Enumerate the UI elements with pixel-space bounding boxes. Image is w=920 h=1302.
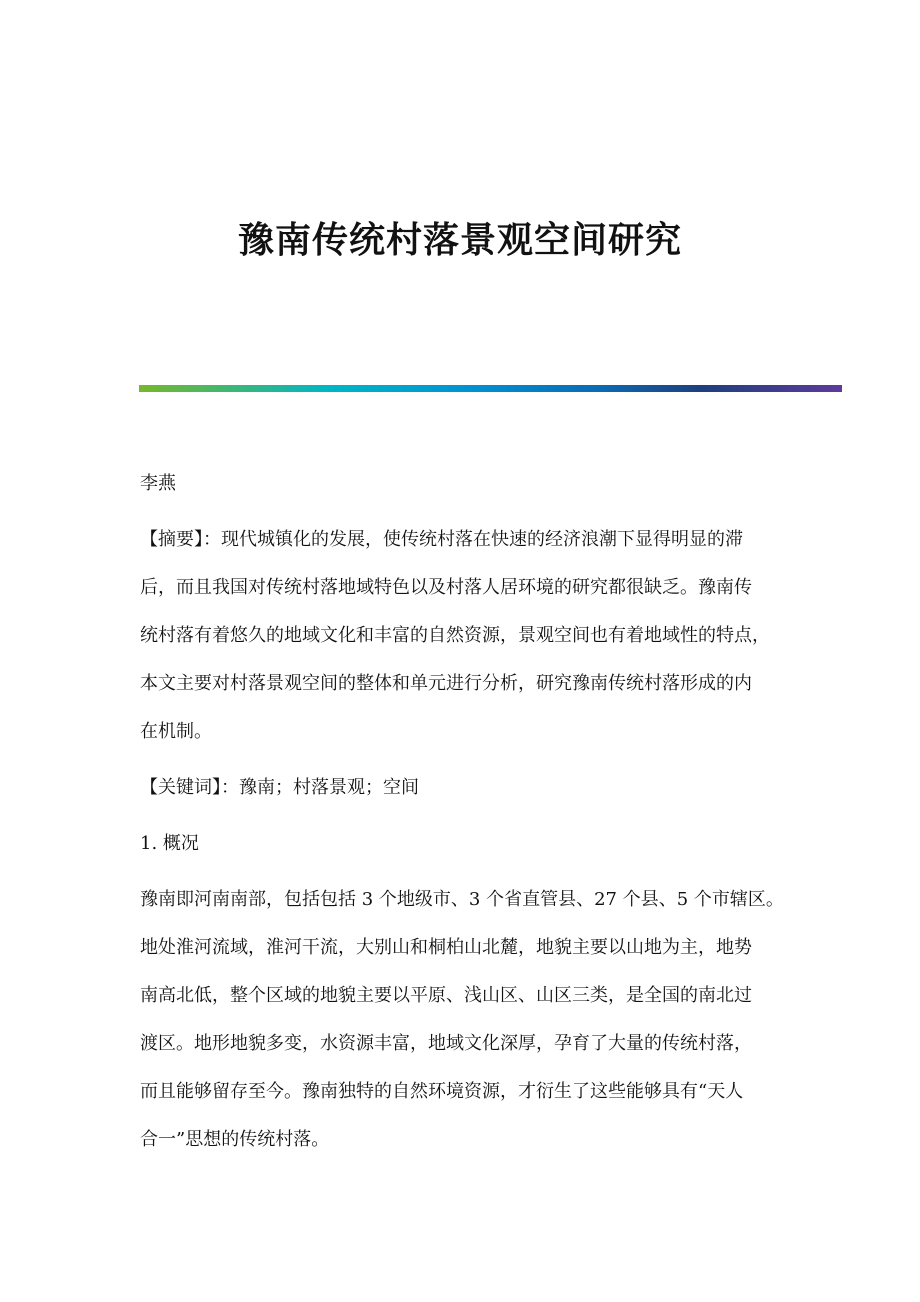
keywords: 【关键词】：豫南；村落景观；空间 [140, 777, 419, 798]
body-line: 而且能够留存至今。豫南独特的自然环境资源，才衍生了这些能够具有“天人 [140, 1081, 744, 1102]
abstract-line: 【摘要】：现代城镇化的发展，使传统村落在快速的经济浪潮下显得明显的滞 [140, 529, 743, 550]
abstract-line: 在机制。 [140, 721, 212, 742]
body-line: 渡区。地形地貌多变，水资源丰富，地域文化深厚，孕育了大量的传统村落， [140, 1033, 752, 1054]
abstract-line: 统村落有着悠久的地域文化和丰富的自然资源，景观空间也有着地域性的特点， [140, 625, 770, 646]
document-title: 豫南传统村落景观空间研究 [237, 219, 682, 261]
body-line: 南高北低，整个区域的地貌主要以平原、浅山区、山区三类，是全国的南北过 [140, 985, 752, 1006]
body-line: 地处淮河流域，淮河干流，大别山和桐柏山北麓，地貌主要以山地为主，地势 [140, 937, 752, 958]
section-heading: 1. 概况 [140, 833, 199, 854]
title-divider-gradient-bar [139, 385, 842, 392]
body-line: 合一”思想的传统村落。 [140, 1129, 330, 1150]
author: 李燕 [140, 473, 176, 494]
abstract-line: 本文主要对村落景观空间的整体和单元进行分析，研究豫南传统村落形成的内 [140, 673, 752, 694]
abstract-line: 后，而且我国对传统村落地域特色以及村落人居环境的研究都很缺乏。豫南传 [140, 577, 752, 598]
body-line: 豫南即河南南部，包括包括 3 个地级市、3 个省直管县、27 个县、5 个市辖区。 [140, 889, 784, 910]
